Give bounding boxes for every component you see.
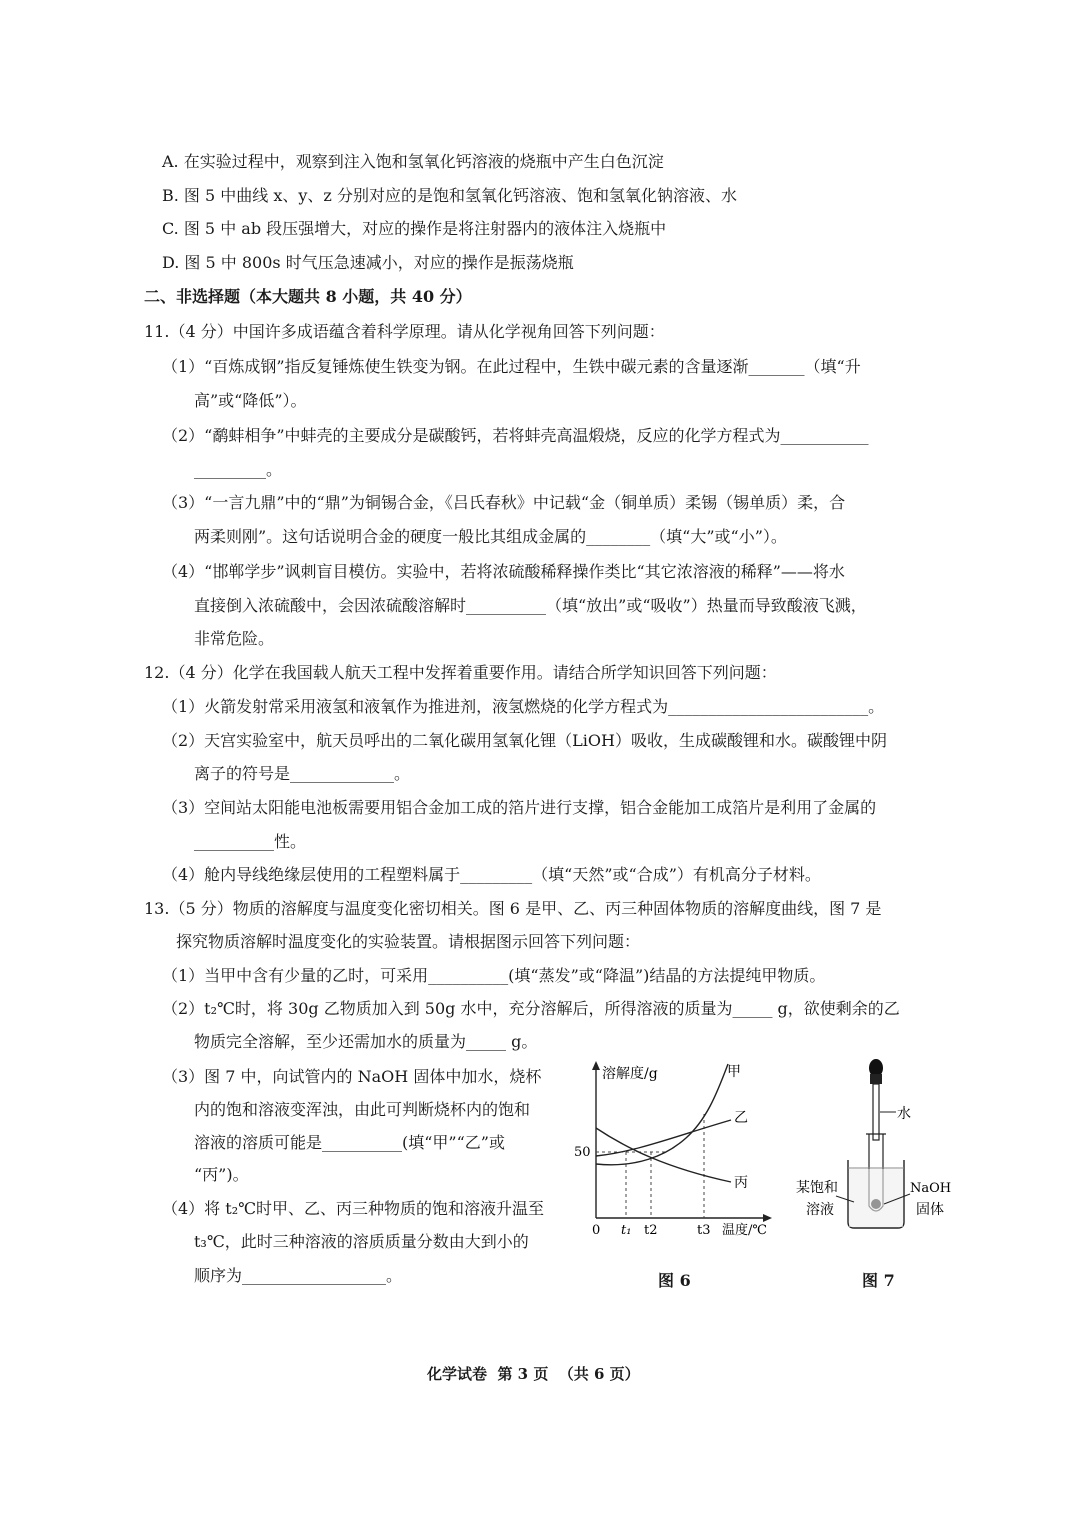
q12-part2-line2: 离子的符号是_____________。: [194, 764, 411, 783]
q13-stem-line2: 探究物质溶解时温度变化的实验装置。请根据图示回答下列问题：: [176, 932, 641, 951]
option-d: D. 图 5 中 800s 时气压急速减小，对应的操作是振荡烧瓶: [162, 253, 574, 272]
dropper-collar-icon: [870, 1074, 882, 1084]
curve-label-jia: 甲: [727, 1064, 741, 1080]
q12-stem: 12.（4 分）化学在我国载人航天工程中发挥着重要作用。请结合所学知识回答下列问题：: [144, 663, 777, 682]
x-axis-arrow-icon: [763, 1214, 772, 1222]
option-a: A. 在实验过程中，观察到注入饱和氢氧化钙溶液的烧瓶中产生白色沉淀: [162, 152, 664, 171]
x-tick-t1: t₁: [621, 1223, 632, 1238]
q13-part1: （1）当甲中含有少量的乙时，可采用__________(填“蒸发”或“降温”)结晶的方法提纯甲物质。: [162, 966, 826, 985]
label-water: 水: [897, 1106, 911, 1122]
figure-7-caption: 图 7: [862, 1271, 895, 1290]
q12-part3-line1: （3）空间站太阳能电池板需要用铝合金加工成的箔片进行支撑，铝合金能加工成箔片是利用了金属的: [162, 798, 877, 817]
q13-part4-line2: t₃℃，此时三种溶液的溶质质量分数由大到小的: [194, 1232, 529, 1251]
q11-stem: 11.（4 分）中国许多成语蕴含着科学原理。请从化学视角回答下列问题：: [144, 322, 665, 341]
q12-part1: （1）火箭发射常采用液氢和液氧作为推进剂，液氢燃烧的化学方程式为_________________________。: [162, 697, 885, 716]
q13-part4-line1: （4）将 t₂℃时甲、乙、丙三种物质的饱和溶液升温至: [162, 1199, 545, 1218]
q11-part2-line1: （2）“鹬蚌相争”中蚌壳的主要成分是碳酸钙，若将蚌壳高温煅烧，反应的化学方程式为___________: [162, 426, 869, 445]
q12-part4: （4）舱内导线绝缘层使用的工程塑料属于_________（填“天然”或“合成”）有机高分子材料。: [162, 865, 821, 884]
page-footer: 化学试卷 第 3 页 （共 6 页）: [427, 1365, 640, 1383]
q13-part3-line2: 内的饱和溶液变浑浊，由此可判断烧杯内的饱和: [194, 1100, 531, 1119]
q11-part2-line2: _________。: [194, 460, 283, 479]
q11-part3-line2: 两柔则刚”。这句话说明合金的硬度一般比其组成金属的________（填“大”或“小”）。: [194, 527, 787, 546]
y-tick-50: 50: [574, 1145, 591, 1160]
dropper-tube-icon: [873, 1084, 879, 1140]
figure-6-caption: 图 6: [658, 1271, 691, 1290]
y-axis-arrow-icon: [592, 1061, 600, 1070]
q11-part1-line1: （1）“百炼成钢”指反复锤炼使生铁变为钢。在此过程中，生铁中碳元素的含量逐渐_______（填“升: [162, 357, 861, 376]
label-naoh-line1: NaOH: [910, 1181, 952, 1196]
q11-part4-line3: 非常危险。: [194, 629, 275, 648]
y-axis-label: 溶解度/g: [602, 1066, 658, 1082]
q11-part4-line2: 直接倒入浓硫酸中，会因浓硫酸溶解时__________（填“放出”或“吸收”）热量而导致酸液飞溅，: [194, 596, 867, 615]
curve-bing: [596, 1128, 731, 1182]
q12-part3-line2: __________性。: [194, 832, 307, 851]
x-tick-t2: t2: [644, 1223, 658, 1238]
x-axis-label: 温度/℃: [722, 1223, 767, 1238]
q13-part2-line1: （2）t₂℃时，将 30g 乙物质加入到 50g 水中，充分溶解后，所得溶液的质量为_____ g，欲使剩余的乙: [162, 999, 900, 1018]
q11-part4-line1: （4）“邯郸学步”讽刺盲目模仿。实验中，若将浓硫酸稀释操作类比“其它浓溶液的稀释”——将水: [162, 562, 845, 581]
figure-6-solubility-chart: [566, 1056, 786, 1246]
section-title: 二、非选择题（本大题共 8 小题，共 40 分）: [144, 287, 472, 306]
label-solution-line2: 溶液: [806, 1202, 834, 1218]
q13-part4-line3: 顺序为__________________。: [194, 1266, 403, 1285]
q11-part1-line2: 高”或“降低”）。: [194, 391, 307, 410]
curve-label-yi: 乙: [734, 1110, 748, 1126]
label-solution-line1: 某饱和: [796, 1180, 838, 1196]
q13-part3-line1: （3）图 7 中，向试管内的 NaOH 固体中加水，烧杯: [162, 1067, 542, 1086]
q13-stem-line1: 13.（5 分）物质的溶解度与温度变化密切相关。图 6 是甲、乙、丙三种固体物质的溶解度曲线，图 7 是: [144, 899, 882, 918]
x-tick-t3: t3: [697, 1223, 711, 1238]
origin-label: 0: [592, 1223, 601, 1238]
figure-7-apparatus: [792, 1056, 962, 1246]
q13-part3-line4: “丙”)。: [194, 1165, 249, 1184]
curve-yi: [596, 1120, 731, 1156]
curve-label-bing: 丙: [734, 1175, 748, 1191]
option-b: B. 图 5 中曲线 x、y、z 分别对应的是饱和氢氧化钙溶液、饱和氢氧化钠溶液、水: [162, 186, 737, 205]
option-c: C. 图 5 中 ab 段压强增大，对应的操作是将注射器内的液体注入烧瓶中: [162, 219, 667, 238]
q13-part3-line3: 溶液的溶质可能是__________(填“甲”“乙”或: [194, 1133, 505, 1152]
q13-part2-line2: 物质完全溶解，至少还需加水的质量为_____ g。: [194, 1032, 538, 1051]
label-naoh-line2: 固体: [916, 1202, 944, 1218]
q12-part2-line1: （2）天宫实验室中，航天员呼出的二氧化碳用氢氧化锂（LiOH）吸收，生成碳酸锂和水。碳酸锂中阴: [162, 731, 887, 750]
q11-part3-line1: （3）“一言九鼎”中的“鼎”为铜锡合金，《吕氏春秋》中记载“金（铜单质）柔锡（锡单质）柔，合: [162, 493, 846, 512]
